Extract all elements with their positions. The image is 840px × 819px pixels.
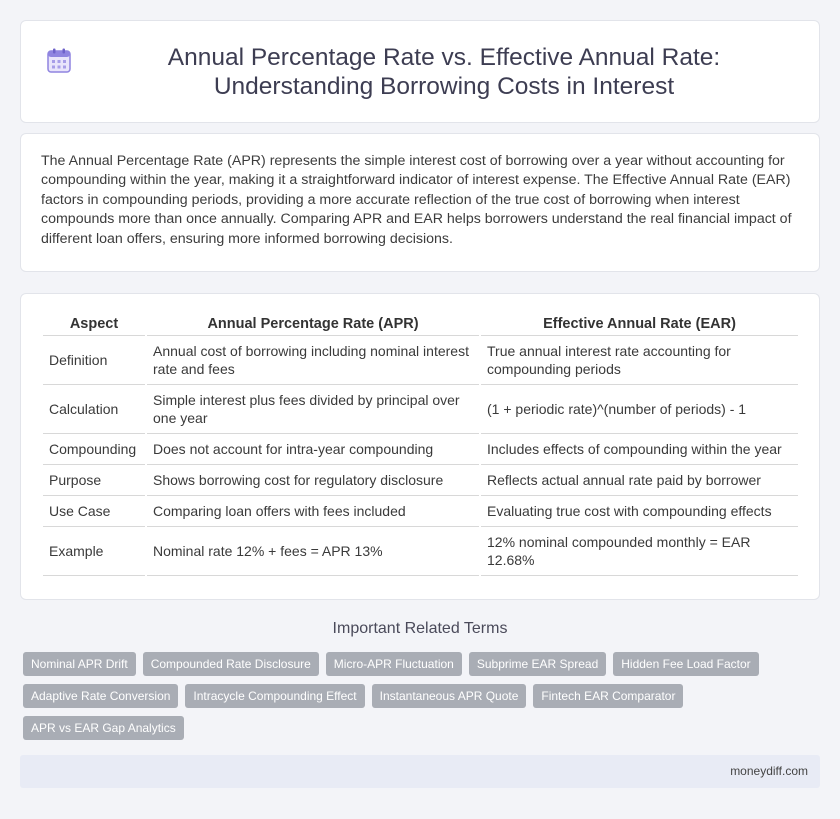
related-term-tag[interactable]: Instantaneous APR Quote xyxy=(372,684,527,708)
row-apr: Annual cost of borrowing including nominal interest rate and fees xyxy=(146,336,480,385)
row-apr: Nominal rate 12% + fees = APR 13% xyxy=(146,527,480,576)
row-aspect: Use Case xyxy=(43,496,146,527)
related-term-tag[interactable]: Compounded Rate Disclosure xyxy=(143,652,319,676)
intro-paragraph: The Annual Percentage Rate (APR) represents the simple interest cost of borrowing over a year without accounting for compounding within the year, making it a straightforward indicator of interest expense. The Effective Annual Rate (EAR) factors in compounding periods, providing a more accurate reflection of the true cost of borrowing when interest compounds more than once annually. Comparing APR and EAR helps borrowers understand the real financial impact of different loan offers, ensuring more informed borrowing decisions. xyxy=(41,153,792,247)
table-row xyxy=(43,527,798,576)
related-term-tag[interactable]: Micro-APR Fluctuation xyxy=(326,652,462,676)
row-apr: Comparing loan offers with fees included xyxy=(146,496,480,527)
footer-site-link[interactable]: moneydiff.com xyxy=(730,764,808,778)
related-term-tag[interactable]: Adaptive Rate Conversion xyxy=(23,684,178,708)
row-ear: 12% nominal compounded monthly = EAR 12.68% xyxy=(480,527,798,576)
row-ear: (1 + periodic rate)^(number of periods) - 1 xyxy=(480,385,798,434)
header-aspect: Aspect xyxy=(43,310,146,336)
table-row xyxy=(43,434,798,465)
intro-card xyxy=(20,133,820,272)
related-term-tag[interactable]: APR vs EAR Gap Analytics xyxy=(23,716,184,740)
title-row xyxy=(21,21,819,122)
related-term-tag[interactable]: Subprime EAR Spread xyxy=(469,652,606,676)
related-term-tag[interactable]: Fintech EAR Comparator xyxy=(533,684,683,708)
table-row xyxy=(43,465,798,496)
related-terms-tags xyxy=(23,652,823,740)
row-aspect: Definition xyxy=(43,336,146,385)
table-header-row xyxy=(43,310,798,336)
row-aspect: Compounding xyxy=(43,434,146,465)
row-ear: Evaluating true cost with compounding effects xyxy=(480,496,798,527)
row-apr: Shows borrowing cost for regulatory disclosure xyxy=(146,465,480,496)
row-apr: Simple interest plus fees divided by principal over one year xyxy=(146,385,480,434)
footer xyxy=(20,755,820,788)
related-terms-title: Important Related Terms xyxy=(332,620,508,637)
table-row xyxy=(43,385,798,434)
related-term-tag[interactable]: Hidden Fee Load Factor xyxy=(613,652,758,676)
related-term-tag[interactable]: Intracycle Compounding Effect xyxy=(185,684,364,708)
comparison-table xyxy=(43,310,798,576)
header-apr: Annual Percentage Rate (APR) xyxy=(146,310,480,336)
row-ear: Includes effects of compounding within the year xyxy=(480,434,798,465)
row-aspect: Example xyxy=(43,527,146,576)
comparison-table-card xyxy=(20,293,820,600)
related-term-tag[interactable]: Nominal APR Drift xyxy=(23,652,136,676)
header-ear: Effective Annual Rate (EAR) xyxy=(480,310,798,336)
row-aspect: Calculation xyxy=(43,385,146,434)
table-row xyxy=(43,496,798,527)
row-ear: True annual interest rate accounting for compounding periods xyxy=(480,336,798,385)
title-card xyxy=(20,20,820,123)
calendar-icon xyxy=(45,47,73,75)
row-aspect: Purpose xyxy=(43,465,146,496)
page-title: Annual Percentage Rate vs. Effective Annual Rate: Understanding Borrowing Costs in Interest xyxy=(167,43,721,100)
row-apr: Does not account for intra-year compounding xyxy=(146,434,480,465)
table-row xyxy=(43,336,798,385)
row-ear: Reflects actual annual rate paid by borrower xyxy=(480,465,798,496)
